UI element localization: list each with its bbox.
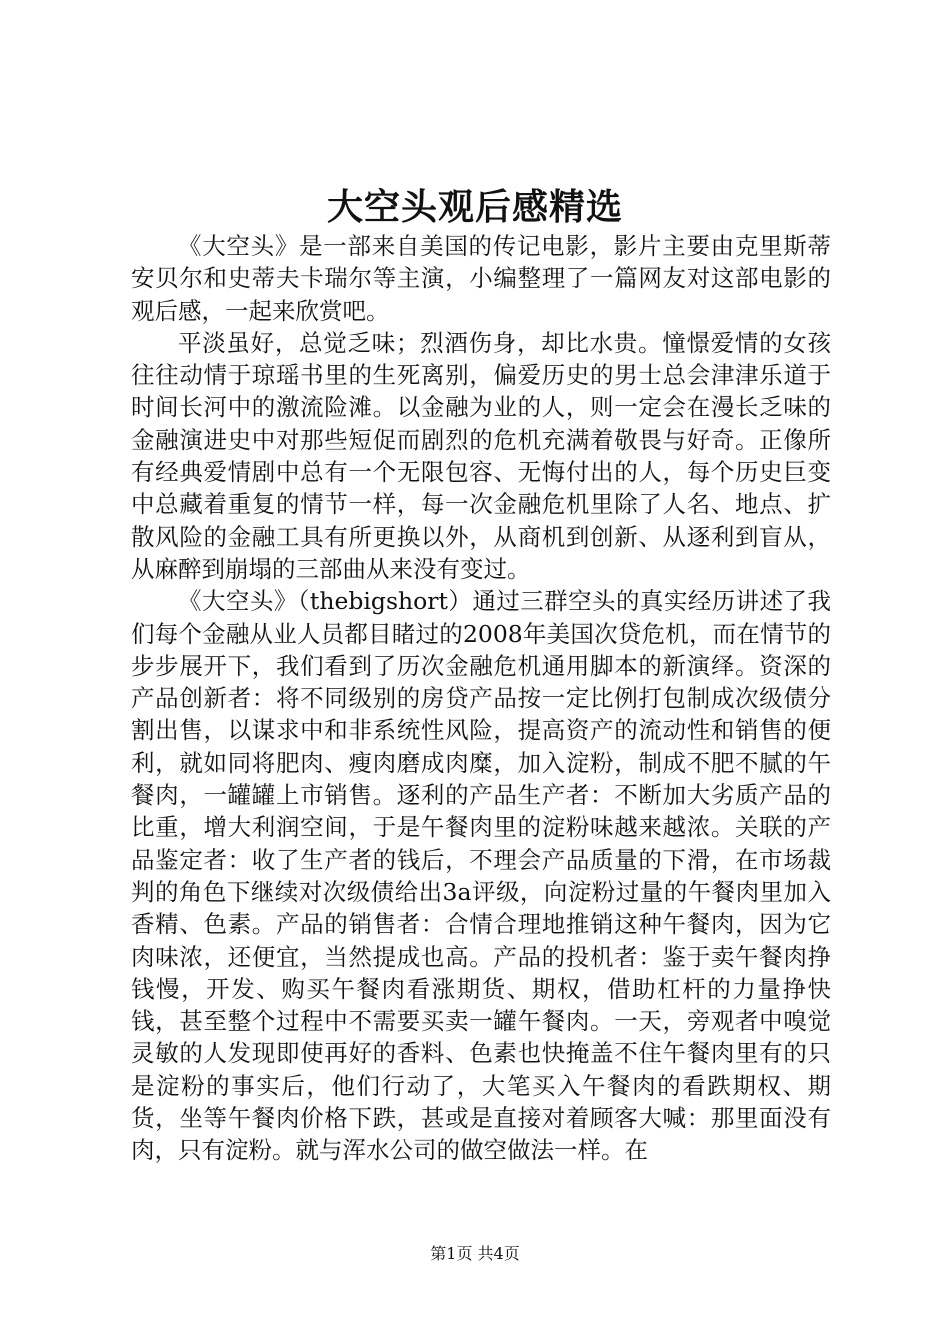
- page-number-footer: 第1页 共4页: [430, 1244, 520, 1263]
- document-body: [131, 230, 831, 1167]
- paragraph-3: 《大空头》（thebigshort）通过三群空头的真实经历讲述了我们每个金融从业人员都目睹过的2008年美国次贷危机，而在情节的步步展开下，我们看到了历次金融危机通用脚本的新演绎。资深的产品创新者：将不同级别的房贷产品按一定比例打包制成次级债分割出售，以谋求中和非系统性风险，提高资产的流动性和销售的便利，就如同将肥肉、瘦肉磨成肉糜，加入淀粉，制成不肥不腻的午餐肉，一罐罐上市销售。逐利的产品生产者：不断加大劣质产品的比重，增大利润空间，于是午餐肉里的淀粉味越来越浓。关联的产品鉴定者：收了生产者的钱后，不理会产品质量的下滑，在市场裁判的角色下继续对次级债给出3a评级，向淀粉过量的午餐肉里加入香精、色素。产品的销售者：合情合理地推销这种午餐肉，因为它肉味浓，还便宜，当然提成也高。产品的投机者：鉴于卖午餐肉挣钱慢，开发、购买午餐肉看涨期货、期权，借助杠杆的力量挣快钱，甚至整个过程中不需要买卖一罐午餐肉。一天，旁观者中嗅觉灵敏的人发现即使再好的香料、色素也快掩盖不住午餐肉里有的只是淀粉的事实后，他们行动了，大笔买入午餐肉的看跌期权、期货，坐等午餐肉价格下跌，甚或是直接对着顾客大喊：那里面没有肉，只有淀粉。就与浑水公司的做空做法一样。在: [131, 587, 831, 1165]
- paragraph-intro: 《大空头》是一部来自美国的传记电影，影片主要由克里斯蒂安贝尔和史蒂夫卡瑞尔等主演，小编整理了一篇网友对这部电影的观后感，一起来欣赏吧。: [131, 232, 831, 325]
- document-title: 大空头观后感精选: [326, 186, 623, 228]
- paragraph-2: 平淡虽好，总觉乏味；烈酒伤身，却比水贵。憧憬爱情的女孩往往动情于琼瑶书里的生死离别，偏爱历史的男士总会津津乐道于时间长河中的激流险滩。以金融为业的人，则一定会在漫长乏味的金融演进史中对那些短促而剧烈的危机充满着敬畏与好奇。正像所有经典爱情剧中总有一个无限包容、无悔付出的人，每个历史巨变中总藏着重复的情节一样，每一次金融危机里除了人名、地点、扩散风险的金融工具有所更换以外，从商机到创新、从逐利到盲从，从麻醉到崩塌的三部曲从来没有变过。: [131, 328, 831, 583]
